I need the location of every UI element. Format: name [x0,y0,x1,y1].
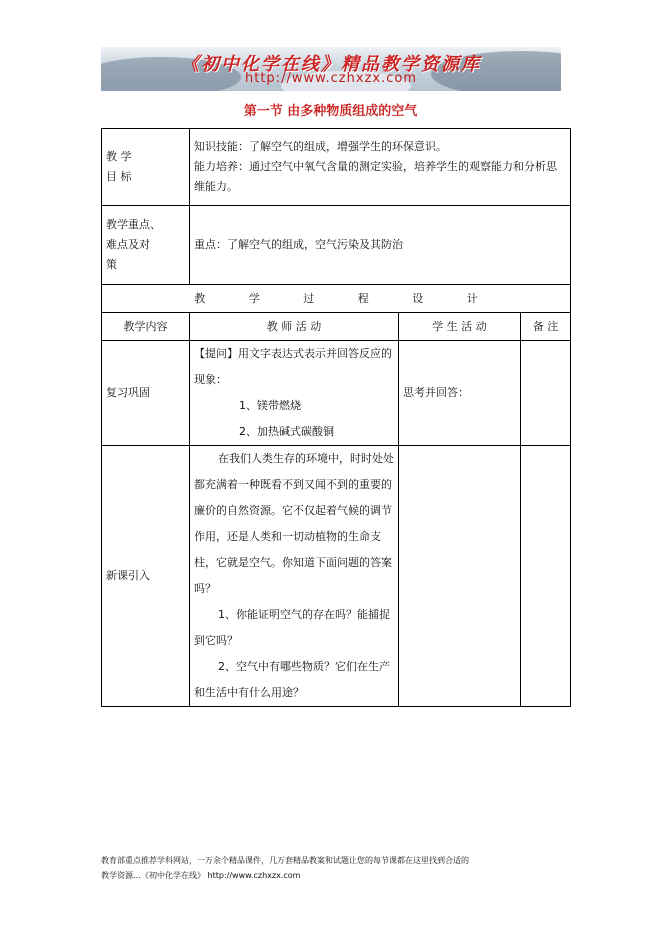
footer-url[interactable]: http://www.czhxzx.com [207,871,301,880]
banner-title: 《初中化学在线》精品教学资源库 [181,54,481,75]
goals-knowledge: 知识技能：了解空气的组成，增强学生的环保意识。 [194,140,447,153]
goals-label-line1: 教 学 [106,150,132,163]
goals-row [102,129,571,206]
footer-line-1: 教育部重点推荐学科网站，一万余个精品课件，几万套精品教案和试题让您的每节课都在这里找到合适的 [101,856,469,865]
footer-text: 教学资源…《初中化学在线》 [101,871,205,880]
column-header-row [102,313,571,341]
review-topic: 复习巩固 [102,341,190,446]
goals-content-cell [190,129,571,206]
header-banner [101,47,561,91]
new-lesson-question-1: 1、你能证明空气的存在吗？能捕捉到它吗？ [194,608,390,647]
lesson-plan-table [101,128,571,707]
design-title-char: 计 [466,291,478,305]
goals-ability: 能力培养：通过空气中氧气含量的测定实验，培养学生的观察能力和分析思维能力。 [194,160,557,193]
key-points-content-cell [190,206,571,285]
page-title: 第一节 由多种物质组成的空气 [243,104,418,119]
new-lesson-topic: 新课引入 [102,446,190,707]
new-lesson-note [521,446,571,707]
key-points-label-line1: 教学重点、 [106,218,161,231]
review-item-1: 1、镁带燃烧 [239,399,301,412]
review-note [521,341,571,446]
design-title-char: 教 [194,291,206,305]
column-header-student: 学 生 活 动 [399,313,521,341]
design-title-char: 过 [303,291,315,305]
key-points-row [102,206,571,285]
footer [101,853,571,883]
new-lesson-teacher-cell [190,446,399,707]
review-teacher-intro: 【提问】用文字表达式表示并回答反应的现象： [194,347,392,386]
key-points-label-cell [102,206,190,285]
review-teacher-cell [190,341,399,446]
footer-line-2 [101,868,571,883]
column-header-note: 备 注 [521,313,571,341]
review-student: 思考并回答： [399,341,521,446]
new-lesson-paragraph: 在我们人类生存的环境中，时时处处都充满着一种既看不到又闻不到的重要的廉价的自然资源。它不仅起着气候的调节作用，还是人类和一切动植物的生命支柱，它就是空气。你知道下面问题的答案吗？ [194,452,394,595]
design-title-char: 程 [357,291,369,305]
key-points-label-line2: 难点及对 [106,238,150,251]
key-points-content: 重点：了解空气的组成，空气污染及其防治 [194,238,403,251]
column-header-teacher: 教 师 活 动 [190,313,399,341]
key-points-label-line3: 策 [106,258,117,271]
goals-label-line2: 目 标 [106,170,132,183]
review-item-2: 2、加热碱式碳酸铜 [239,425,334,438]
new-lesson-question-2: 2、空气中有哪些物质？它们在生产和生活中有什么用途？ [194,660,390,699]
review-row [102,341,571,446]
banner-url[interactable]: http://www.czhxzx.com [245,71,417,86]
column-header-content: 教学内容 [102,313,190,341]
new-lesson-row [102,446,571,707]
design-title-cell [102,285,571,313]
design-title-char: 设 [412,291,424,305]
new-lesson-student [399,446,521,707]
goals-label-cell [102,129,190,206]
design-title-row [102,285,571,313]
design-title-char: 学 [248,291,260,305]
